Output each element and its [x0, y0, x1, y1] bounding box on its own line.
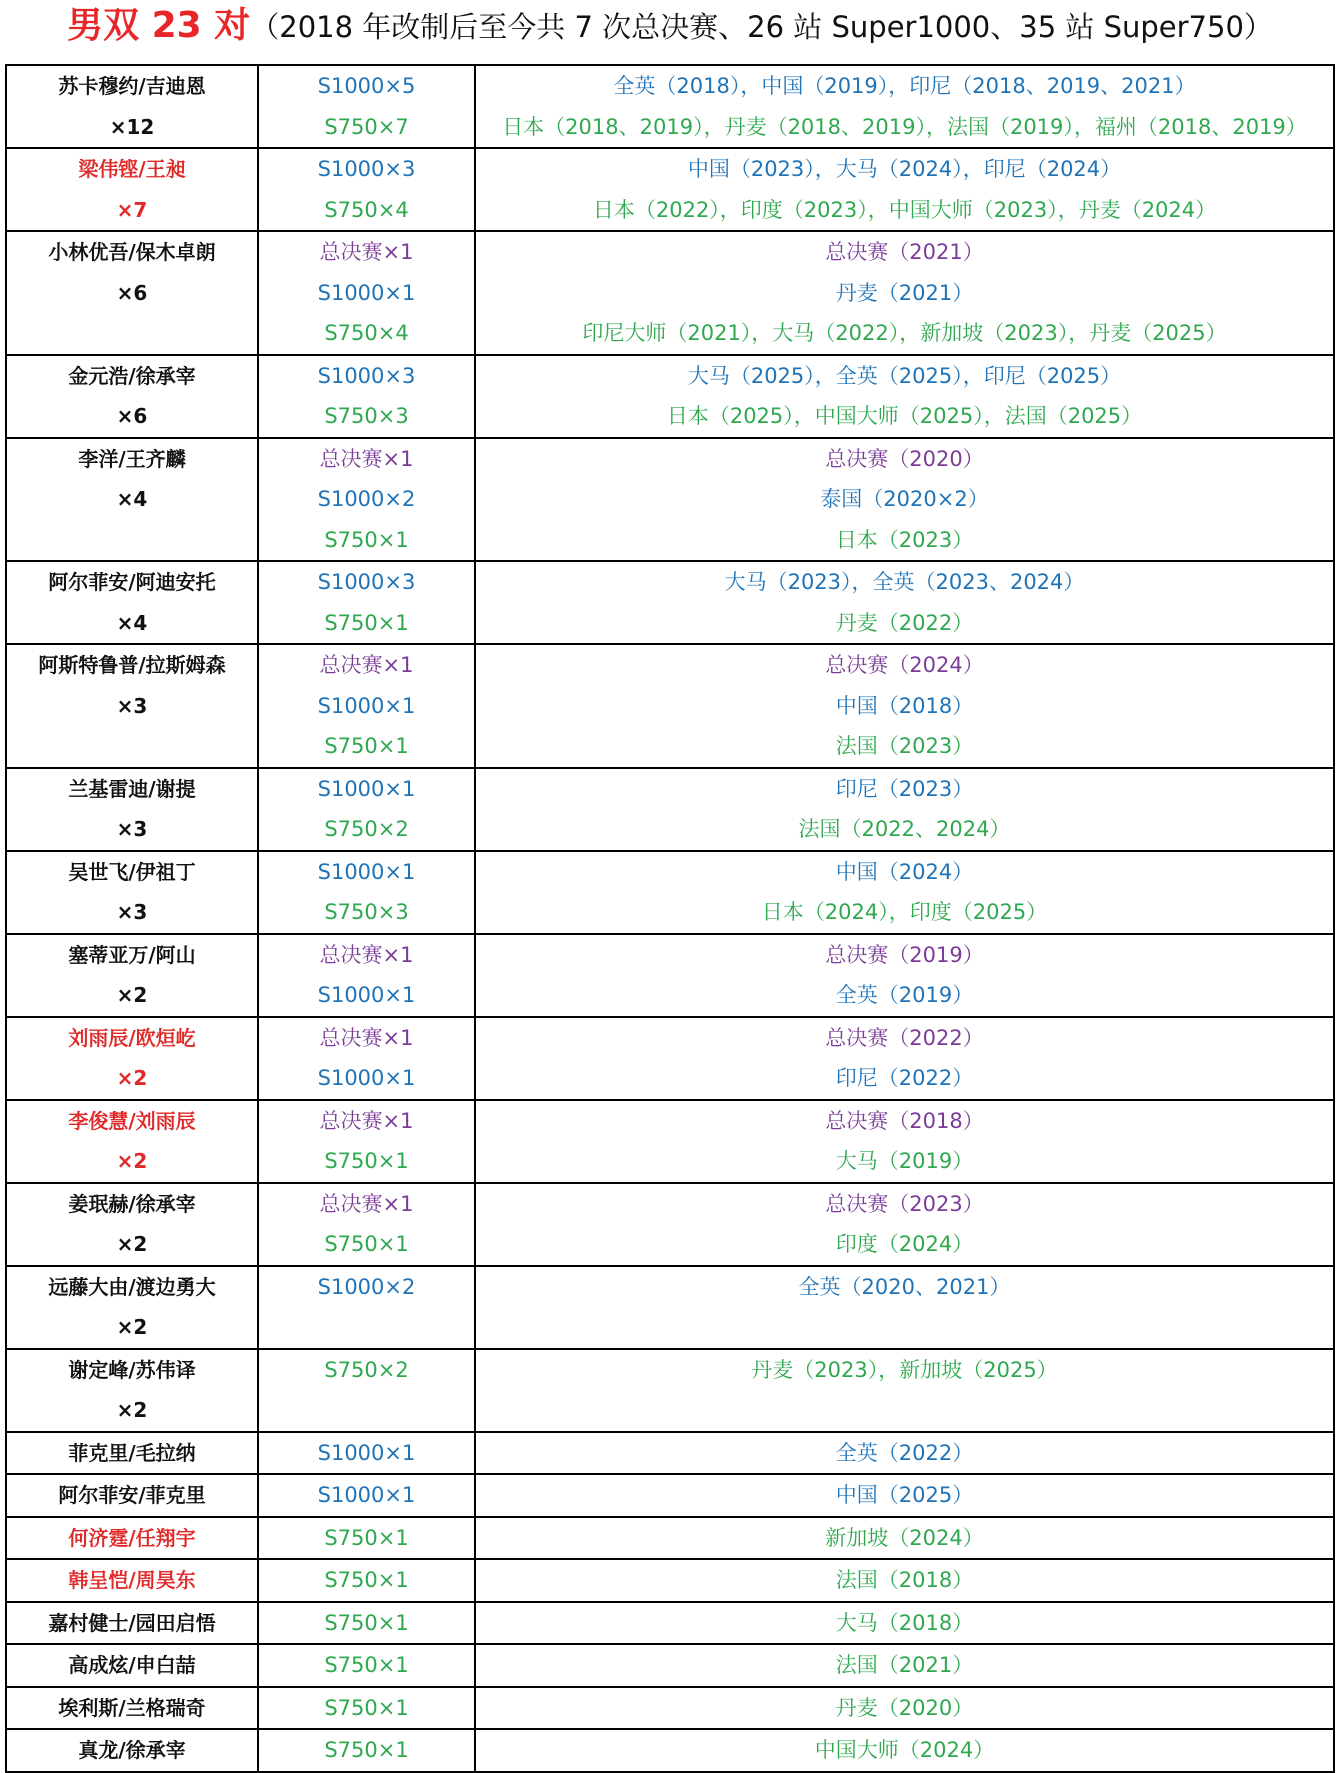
level-label: 总决赛×1: [319, 446, 414, 471]
level-label: S750×1: [324, 1232, 409, 1256]
tournament-detail: 中国（2025）: [835, 1483, 974, 1507]
pair-cell: [6, 1517, 258, 1560]
tournament-detail: 总决赛（2021）: [825, 240, 984, 264]
pair-cell: [6, 1687, 258, 1730]
level-label: S1000×2: [317, 1274, 416, 1299]
detail-cell: [475, 1349, 1334, 1432]
detail-cell: [475, 1602, 1334, 1645]
detail-cell: [475, 561, 1334, 644]
detail-cell: [475, 355, 1334, 438]
level-label: S1000×1: [317, 1440, 416, 1465]
level-cell: [258, 148, 475, 231]
tournament-detail: 新加坡（2024）: [825, 1525, 984, 1550]
table-row: [6, 1687, 1334, 1730]
tournament-detail: 日本（2023）: [835, 527, 974, 552]
tournament-detail: 中国（2023），大马（2024），印尼（2024）: [687, 157, 1122, 181]
tournament-detail: 中国大师（2024）: [814, 1738, 995, 1762]
pair-name: 阿斯特鲁普/拉斯姆森: [38, 653, 226, 677]
tournament-detail: 日本（2022），印度（2023），中国大师（2023），丹麦（2024）: [592, 197, 1217, 222]
pair-cell: [6, 1349, 258, 1432]
pair-cell: [6, 1559, 258, 1602]
level-label: S750×7: [324, 114, 409, 139]
table-row: [6, 1183, 1334, 1266]
tournament-detail: 丹麦（2023），新加坡（2025）: [751, 1357, 1058, 1382]
detail-cell: [475, 1100, 1334, 1183]
tournament-detail: 法国（2018）: [835, 1568, 974, 1592]
pair-cell: [6, 438, 258, 562]
pair-name: 何济霆/任翔宇: [68, 1525, 196, 1550]
level-cell: [258, 934, 475, 1017]
table-row: [6, 768, 1334, 851]
pair-cell: [6, 1644, 258, 1687]
title-count: ×7: [116, 197, 148, 222]
table-row: [6, 934, 1334, 1017]
tournament-detail: 泰国（2020×2）: [820, 487, 989, 511]
level-cell: [258, 1559, 475, 1602]
title-subtitle: （2018 年改制后至今共 7 次总决赛、26 站 Super1000、35 站 Super750）: [250, 10, 1273, 44]
pair-cell: [6, 65, 258, 148]
detail-cell: [475, 768, 1334, 851]
pair-name: 远藤大由/渡边勇大: [48, 1274, 216, 1299]
tournament-detail: 总决赛（2019）: [825, 942, 984, 967]
table-row: [6, 1100, 1334, 1183]
detail-cell: [475, 1432, 1334, 1475]
pair-cell: [6, 768, 258, 851]
level-label: S1000×3: [317, 570, 416, 594]
pair-name: 梁伟铿/王昶: [78, 157, 186, 181]
detail-cell: [475, 1687, 1334, 1730]
level-label: S1000×1: [317, 693, 416, 718]
table-row: [6, 644, 1334, 768]
table-row: [6, 1474, 1334, 1517]
detail-cell: [475, 1729, 1334, 1772]
pair-name: 韩呈恺/周昊东: [68, 1568, 196, 1592]
pair-name: 金元浩/徐承宰: [68, 363, 196, 388]
title-count: ×4: [116, 610, 148, 635]
tournament-detail: 大马（2023），全英（2023、2024）: [724, 570, 1085, 594]
level-label: 总决赛×1: [319, 942, 414, 967]
level-cell: [258, 1517, 475, 1560]
tournament-detail: 大马（2018）: [835, 1610, 974, 1635]
pair-cell: [6, 1602, 258, 1645]
level-label: S750×3: [324, 404, 409, 428]
table-row: [6, 1432, 1334, 1475]
title-count: ×6: [116, 280, 148, 305]
tournament-detail: 总决赛（2020）: [825, 446, 984, 471]
detail-cell: [475, 1517, 1334, 1560]
level-cell: [258, 1017, 475, 1100]
pair-cell: [6, 231, 258, 355]
table-row: [6, 231, 1334, 355]
tournament-detail: 日本（2024），印度（2025）: [761, 900, 1048, 924]
pair-cell: [6, 644, 258, 768]
tournament-detail: 中国（2018）: [835, 693, 974, 718]
tournament-detail: 印尼大师（2021），大马（2022），新加坡（2023），丹麦（2025）: [582, 321, 1227, 345]
title-count: ×12: [109, 114, 155, 139]
level-label: S750×1: [324, 1738, 409, 1762]
level-cell: [258, 644, 475, 768]
level-label: 总决赛×1: [319, 1108, 414, 1133]
tournament-detail: 总决赛（2022）: [825, 1025, 984, 1050]
level-cell: [258, 1687, 475, 1730]
level-cell: [258, 561, 475, 644]
detail-cell: [475, 231, 1334, 355]
pair-cell: [6, 1729, 258, 1772]
level-label: S750×2: [324, 1357, 409, 1382]
pair-name: 高成炫/申白喆: [68, 1653, 196, 1677]
table-row: [6, 1644, 1334, 1687]
tournament-detail: 丹麦（2020）: [835, 1695, 974, 1720]
level-label: S1000×2: [317, 487, 416, 511]
pair-cell: [6, 1266, 258, 1349]
pair-cell: [6, 148, 258, 231]
tournament-detail: 日本（2018、2019），丹麦（2018、2019），法国（2019），福州（2018、2019）: [502, 114, 1307, 139]
pair-name: 苏卡穆约/吉迪恩: [58, 74, 206, 98]
pair-cell: [6, 561, 258, 644]
level-label: S750×1: [324, 1610, 409, 1635]
detail-cell: [475, 65, 1334, 148]
level-cell: [258, 1349, 475, 1432]
tournament-detail: 丹麦（2021）: [835, 280, 974, 305]
detail-cell: [475, 934, 1334, 1017]
level-label: 总决赛×1: [319, 1191, 414, 1216]
level-cell: [258, 1100, 475, 1183]
tournament-detail: 全英（2018），中国（2019），印尼（2018、2019、2021）: [613, 74, 1196, 98]
pair-name: 吴世飞/伊祖丁: [68, 859, 196, 884]
level-cell: [258, 1432, 475, 1475]
level-label: S1000×1: [317, 1066, 416, 1090]
tournament-detail: 总决赛（2018）: [825, 1108, 984, 1133]
pair-cell: [6, 1017, 258, 1100]
title-count: ×6: [116, 404, 148, 428]
detail-cell: [475, 1266, 1334, 1349]
pair-name: 阿尔菲安/菲克里: [58, 1483, 206, 1507]
pair-name: 塞蒂亚万/阿山: [68, 942, 196, 967]
tournament-detail: 法国（2022、2024）: [798, 817, 1011, 841]
pair-cell: [6, 851, 258, 934]
level-label: S750×1: [324, 1653, 409, 1677]
table-row: [6, 1349, 1334, 1432]
level-cell: [258, 851, 475, 934]
pair-name: 嘉村健士/园田启悟: [48, 1610, 216, 1635]
level-label: S750×4: [324, 197, 409, 222]
level-label: S1000×1: [317, 859, 416, 884]
title-count: ×3: [116, 817, 148, 841]
title-count: ×4: [116, 487, 148, 511]
tournament-detail: 总决赛（2023）: [825, 1191, 984, 1216]
level-label: S750×1: [324, 610, 409, 635]
title-count: ×2: [116, 1398, 148, 1422]
level-cell: [258, 355, 475, 438]
table-row: [6, 1266, 1334, 1349]
tournament-detail: 总决赛（2024）: [825, 653, 984, 677]
detail-cell: [475, 644, 1334, 768]
tournament-detail: 大马（2025），全英（2025），印尼（2025）: [687, 363, 1122, 388]
tournament-detail: 法国（2023）: [835, 734, 974, 758]
level-label: 总决赛×1: [319, 1025, 414, 1050]
level-cell: [258, 438, 475, 562]
level-label: S750×1: [324, 1149, 409, 1173]
table-row: [6, 1729, 1334, 1772]
table-row: [6, 561, 1334, 644]
pair-name: 阿尔菲安/阿迪安托: [48, 570, 216, 594]
level-label: S750×1: [324, 734, 409, 758]
tournament-detail: 大马（2019）: [835, 1149, 974, 1173]
level-cell: [258, 1183, 475, 1266]
level-cell: [258, 1266, 475, 1349]
pair-name: 李俊慧/刘雨辰: [68, 1108, 196, 1133]
pair-cell: [6, 1183, 258, 1266]
level-cell: [258, 1602, 475, 1645]
tournament-detail: 印度（2024）: [835, 1232, 974, 1256]
pair-name: 谢定峰/苏伟译: [68, 1357, 196, 1382]
tournament-detail: 丹麦（2022）: [835, 610, 974, 635]
tournament-detail: 全英（2020、2021）: [798, 1274, 1011, 1299]
tournament-detail: 全英（2022）: [835, 1440, 974, 1465]
pair-name: 菲克里/毛拉纳: [68, 1440, 196, 1465]
title-count: ×2: [116, 1232, 148, 1256]
level-label: S750×1: [324, 1695, 409, 1720]
level-cell: [258, 1729, 475, 1772]
title-count: ×3: [116, 900, 148, 924]
detail-cell: [475, 1183, 1334, 1266]
detail-cell: [475, 1644, 1334, 1687]
title-count: ×2: [116, 1066, 148, 1090]
level-cell: [258, 1474, 475, 1517]
title-count: ×2: [116, 1149, 148, 1173]
table-body: [6, 65, 1334, 1772]
tournament-detail: 中国（2024）: [835, 859, 974, 884]
tournament-detail: 法国（2021）: [835, 1653, 974, 1677]
pair-name: 埃利斯/兰格瑞奇: [58, 1695, 206, 1720]
level-label: S1000×1: [317, 983, 416, 1007]
level-label: S750×1: [324, 527, 409, 552]
pair-cell: [6, 1432, 258, 1475]
table-row: [6, 851, 1334, 934]
title-count: ×2: [116, 1315, 148, 1339]
level-cell: [258, 768, 475, 851]
level-cell: [258, 1644, 475, 1687]
level-label: S750×3: [324, 900, 409, 924]
detail-cell: [475, 1559, 1334, 1602]
title-main: 男双 23 对: [67, 5, 251, 46]
level-label: S1000×1: [317, 1483, 416, 1507]
pair-name: 姜珉赫/徐承宰: [68, 1191, 196, 1216]
level-label: S750×1: [324, 1568, 409, 1592]
tournament-detail: 日本（2025），中国大师（2025），法国（2025）: [666, 404, 1143, 428]
level-label: S750×4: [324, 321, 409, 345]
title-count: ×3: [116, 693, 148, 718]
tournament-detail: 印尼（2023）: [835, 776, 974, 801]
level-cell: [258, 231, 475, 355]
pair-name: 李洋/王齐麟: [78, 446, 186, 471]
detail-cell: [475, 438, 1334, 562]
table-row: [6, 65, 1334, 148]
pair-name: 刘雨辰/欧烜屹: [68, 1025, 196, 1050]
level-label: 总决赛×1: [319, 653, 414, 677]
detail-cell: [475, 851, 1334, 934]
pair-name: 兰基雷迪/谢提: [68, 776, 196, 801]
level-label: S750×1: [324, 1525, 409, 1550]
detail-cell: [475, 1017, 1334, 1100]
table-row: [6, 1602, 1334, 1645]
level-label: S1000×1: [317, 776, 416, 801]
titles-table: [5, 64, 1335, 1773]
pair-cell: [6, 355, 258, 438]
page-title: [0, 0, 1340, 60]
table-row: [6, 1559, 1334, 1602]
pair-cell: [6, 934, 258, 1017]
pair-name: 真龙/徐承宰: [78, 1738, 186, 1762]
level-label: S1000×3: [317, 363, 416, 388]
level-label: S1000×3: [317, 157, 416, 181]
detail-cell: [475, 148, 1334, 231]
table-row: [6, 438, 1334, 562]
tournament-detail: 全英（2019）: [835, 983, 974, 1007]
table-row: [6, 1017, 1334, 1100]
pair-name: 小林优吾/保木卓朗: [48, 240, 216, 264]
table-row: [6, 1517, 1334, 1560]
table-row: [6, 355, 1334, 438]
title-count: ×2: [116, 983, 148, 1007]
tournament-detail: 印尼（2022）: [835, 1066, 974, 1090]
level-cell: [258, 65, 475, 148]
level-label: S1000×5: [317, 74, 416, 98]
pair-cell: [6, 1474, 258, 1517]
pair-cell: [6, 1100, 258, 1183]
table-row: [6, 148, 1334, 231]
level-label: S750×2: [324, 817, 409, 841]
level-label: 总决赛×1: [319, 240, 414, 264]
level-label: S1000×1: [317, 280, 416, 305]
detail-cell: [475, 1474, 1334, 1517]
